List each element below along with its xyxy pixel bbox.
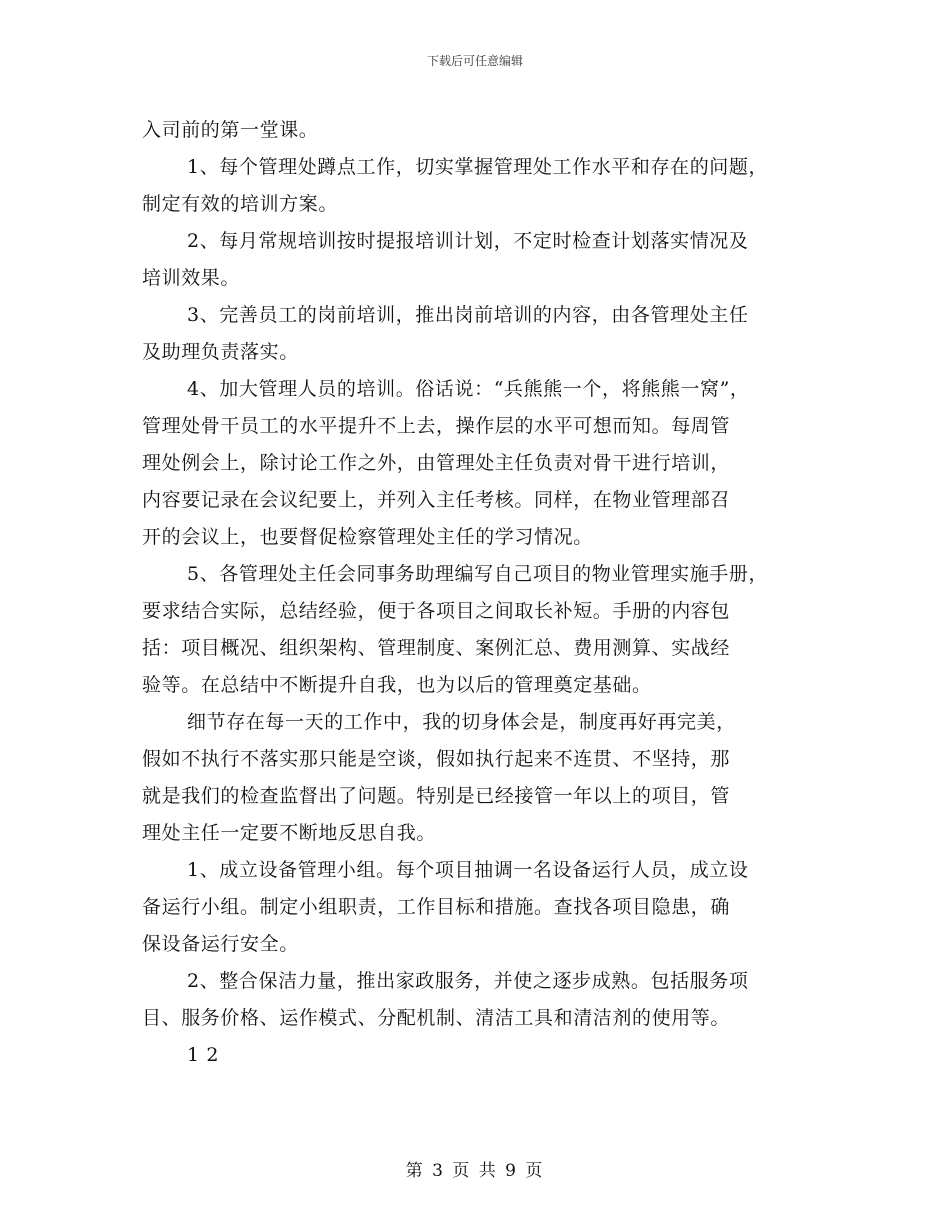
page-header: 下载后可任意编辑: [426, 54, 523, 68]
text-line: 备运行小组。制定小组职责，工作目标和措施。查找各项目隐患，确: [142, 896, 731, 918]
page-footer: 第 3 页 共 9 页: [405, 1161, 545, 1181]
document-body: [142, 112, 812, 1074]
text-line: 3、完善员工的岗前培训，推出岗前培训的内容，由各管理处主任: [187, 304, 749, 326]
text-line: 及助理负责落实。: [142, 341, 299, 363]
text-line: 开的会议上，也要督促检察管理处主任的学习情况。: [142, 526, 593, 548]
text-line: 制定有效的培训方案。: [142, 193, 339, 215]
text-line: 1 2: [187, 1044, 220, 1066]
text-line: 要求结合实际，总结经验，便于各项目之间取长补短。手册的内容包: [142, 600, 731, 622]
text-line: 2、整合保洁力量，推出家政服务，并使之逐步成熟。包括服务项: [187, 970, 749, 992]
text-line: 培训效果。: [142, 267, 241, 289]
text-line: 内容要记录在会议纪要上，并列入主任考核。同样，在物业管理部召: [142, 489, 731, 511]
text-line: 5、各管理处主任会同事务助理编写自己项目的物业管理实施手册，: [187, 563, 769, 585]
text-line: 细节存在每一天的工作中，我的切身体会是，制度再好再完美，: [187, 711, 736, 733]
text-line: 理处主任一定要不断地反思自我。: [142, 822, 437, 844]
text-line: 理处例会上，除讨论工作之外，由管理处主任负责对骨干进行培训，: [142, 452, 731, 474]
text-line: 2、每月常规培训按时提报培训计划，不定时检查计划落实情况及: [187, 230, 749, 252]
text-line: 入司前的第一堂课。: [142, 119, 319, 141]
text-line: 验等。在总结中不断提升自我，也为以后的管理奠定基础。: [142, 674, 652, 696]
text-line: 管理处骨干员工的水平提升不上去，操作层的水平可想而知。每周管: [142, 415, 731, 437]
text-line: 1、每个管理处蹲点工作，切实掌握管理处工作水平和存在的问题，: [187, 156, 769, 178]
text-line: 保设备运行安全。: [142, 933, 299, 955]
text-line: 假如不执行不落实那只能是空谈，假如执行起来不连贯、不坚持，那: [142, 748, 731, 770]
text-line: 4、加大管理人员的培训。俗话说：“兵熊熊一个，将熊熊一窝”，: [187, 378, 750, 400]
text-line: 1、成立设备管理小组。每个项目抽调一名设备运行人员，成立设: [187, 859, 749, 881]
text-line: 就是我们的检查监督出了问题。特别是已经接管一年以上的项目，管: [142, 785, 731, 807]
text-line: 目、服务价格、运作模式、分配机制、清洁工具和清洁剂的使用等。: [142, 1007, 731, 1029]
text-line: 括：项目概况、组织架构、管理制度、案例汇总、费用测算、实战经: [142, 637, 731, 659]
